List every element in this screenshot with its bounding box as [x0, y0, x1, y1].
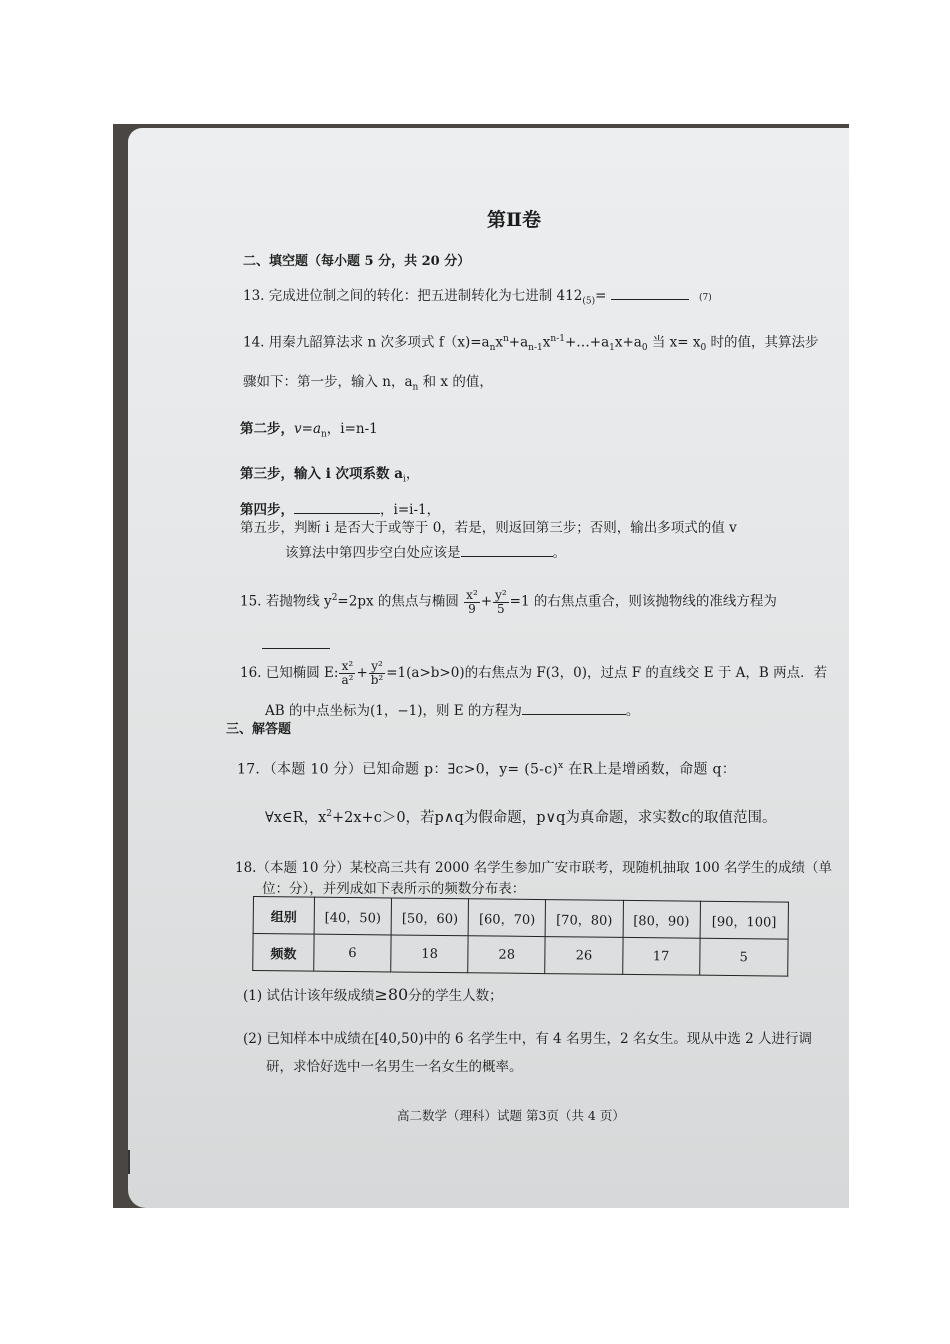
question-14: [243, 330, 819, 357]
q13-answer-blank[interactable]: [611, 285, 689, 300]
q14-step1-text: 骤如下：第一步，输入 n，a: [243, 374, 413, 390]
q15-frac-y-num: y²: [495, 587, 507, 602]
table-cell: 26: [545, 937, 623, 975]
q14-ask-text: 该算法中第四步空白处应该是: [285, 545, 461, 561]
table-row-label: 频数: [253, 934, 314, 972]
q16-frac-y-num: y²: [369, 660, 386, 674]
q14-text-end: 时的值，其算法步: [706, 334, 819, 351]
q14-step-5: 第五步，判断 i 是否大于或等于 0，若是，则返回第三步；否则，输出多项式的值 v: [240, 520, 737, 536]
q17-line-2: [265, 805, 777, 827]
q13-text: 13. 完成进位制之间的转化：把五进制转化为七进制 412: [243, 288, 583, 304]
q15-frac-x-num: x²: [466, 587, 478, 602]
section-fill-blank-header: 二、填空题（每小题 5 分，共 20 分）: [243, 254, 471, 269]
q16-frac-x: [339, 660, 355, 687]
q14-sup-n: n: [503, 334, 509, 344]
q15-frac-y-den: 5: [497, 601, 505, 616]
q16-frac-y-den: b²: [370, 673, 384, 687]
q14-step-3: [240, 465, 419, 489]
q15-text-c: =1 的右焦点重合，则该抛物线的准线方程为: [509, 593, 777, 610]
q16-line-2: [265, 700, 639, 720]
q14-when: 当 x= x: [647, 334, 701, 351]
q15-answer-blank[interactable]: [262, 634, 330, 649]
q14-question: [285, 542, 566, 562]
q14-plus-a: +a: [508, 334, 529, 351]
q18-part-2-line-2: 研，求恰好选中一名男生一名女生的概率。: [266, 1059, 523, 1075]
q14-sub-x0: 0: [700, 343, 707, 354]
table-row: [253, 934, 788, 977]
q16-line2-tail: 。: [625, 703, 640, 719]
table-cell: 28: [468, 936, 546, 974]
q17-line2: ∀x∈R，x: [265, 809, 327, 826]
q14-ellipsis: +…+a: [564, 334, 610, 351]
q17-sup: x: [558, 761, 564, 771]
q15-plus: +: [480, 593, 493, 610]
table-cell: [60，70): [468, 899, 546, 937]
q14-step-4: [240, 499, 440, 519]
q16-frac-x-num: x²: [339, 660, 355, 674]
q14-x: x: [495, 334, 503, 351]
q18-part-2: (2) 已知样本中成绩在[40,50)中的 6 名学生中，有 4 名男生，2 名女生。现从中选 2 人进行调: [243, 1031, 812, 1047]
q14-step2-sub: n: [321, 429, 327, 440]
q15-frac-x: [464, 589, 480, 616]
question-17: [237, 757, 736, 779]
table-cell: [90，100]: [700, 901, 789, 939]
q16-line2-text: AB 的中点坐标为(1，−1)，则 E 的方程为: [265, 703, 522, 719]
q17-line1-tail: 在R上是增函数，命题 q：: [563, 761, 737, 778]
question-16: [240, 655, 827, 691]
q15-frac-y: [493, 589, 509, 616]
q15-answer-line: [262, 634, 330, 654]
q14-step1-sub: n: [412, 382, 419, 393]
q18-part-1: [243, 986, 503, 1005]
q15-frac-x-den: 9: [468, 601, 476, 616]
edge-mark: [128, 1150, 130, 1174]
q14-x-plus-a: x+a: [614, 334, 642, 351]
q14-sub-n-1: n-1: [528, 343, 543, 354]
q16-frac-x-den: a²: [341, 673, 354, 687]
q14-sub-n: n: [489, 343, 496, 354]
q13-base: (5): [582, 296, 596, 307]
table-cell: 5: [699, 938, 788, 976]
question-18: 18.（本题 10 分）某校高三共有 2000 名学生参加广安市联考，现随机抽取 100 名学生的成绩（单: [235, 860, 833, 876]
table-cell: [40，50): [314, 897, 392, 935]
table-cell: 6: [314, 934, 392, 972]
q14-sup-n-1: n-1: [550, 334, 565, 344]
q15-text-b: =2px 的焦点与椭圆: [337, 593, 459, 610]
q14-step2-tail: ，i=n-1: [326, 421, 378, 437]
q14-step4-tail: ，i=i-1，: [380, 502, 441, 518]
q13-target-base: (7): [698, 293, 712, 303]
table-cell: 18: [391, 935, 469, 973]
q18-part1-tail: 分的学生人数；: [408, 988, 503, 1004]
q17-line1: 17．（本题 10 分）已知命题 p：∃c>0，y= (5-c): [237, 761, 559, 778]
q14-step-1: [243, 373, 493, 397]
q16-text-a: 16. 已知椭圆 E:: [240, 665, 339, 681]
q16-answer-blank[interactable]: [522, 700, 626, 715]
q17-line2-sup: 2: [326, 809, 332, 819]
q15-sup: 2: [331, 593, 338, 603]
q14-ask-tail: 。: [552, 545, 566, 561]
q14-sub-1: 1: [609, 343, 615, 354]
section-solve-header: 三、解答题: [226, 722, 292, 737]
table-cell: 17: [622, 937, 700, 975]
q16-frac-y: [369, 660, 386, 687]
q14-step3-tail: ，: [405, 466, 420, 482]
q14-answer-blank[interactable]: [461, 542, 553, 557]
table-cell: [80，90): [623, 900, 701, 938]
q14-step4-blank[interactable]: [294, 499, 380, 514]
question-15: [240, 580, 777, 620]
table-cell: [50，60): [391, 898, 469, 936]
question-13: [243, 285, 712, 311]
table-cell: [70，80): [546, 900, 624, 938]
q14-text-a: 14. 用秦九韶算法求 n 次多项式 f（x)=a: [243, 334, 490, 351]
page-footer: 高二数学（理科）试题 第3页（共 4 页）: [397, 1108, 625, 1123]
q15-text-a: 15. 若抛物线 y: [240, 593, 332, 610]
q17-line2-tail: +2x+c＞0，若p∧q为假命题，p∨q为真命题，求实数c的取值范围。: [332, 809, 777, 826]
table-row-label: 组别: [253, 897, 314, 935]
frequency-table: [252, 896, 789, 977]
q18-part1-text: (1) 试估计该年级成绩: [243, 988, 375, 1004]
q18-line-2: 位：分），并列成如下表所示的频数分布表：: [262, 881, 526, 897]
q18-part1-geq: ≥: [374, 985, 388, 1004]
table-row: [253, 897, 788, 940]
q14-step-2: [240, 420, 378, 444]
q16-plus: +: [356, 665, 368, 681]
q14-sub-0: 0: [641, 343, 648, 354]
q14-step3-sub: i: [402, 474, 406, 485]
q14-step1-tail: 和 x 的值，: [418, 374, 493, 390]
q18-part1-num: 80: [387, 985, 409, 1004]
q16-text-b: =1(a>b>0)的右焦点为 F(3，0)，过点 F 的直线交 E 于 A，B 两点．若: [386, 665, 828, 681]
q13-equals: =: [595, 288, 607, 304]
page-title: 第Ⅱ卷: [487, 209, 542, 231]
q14-step4-label: 第四步，: [240, 502, 294, 518]
q14-x2: x: [542, 334, 551, 351]
q14-step3-text: 第三步，输入 i 次项系数 a: [240, 466, 403, 482]
q14-step2-v: v=a: [294, 421, 321, 437]
q14-step2-label: 第二步，: [240, 421, 294, 437]
